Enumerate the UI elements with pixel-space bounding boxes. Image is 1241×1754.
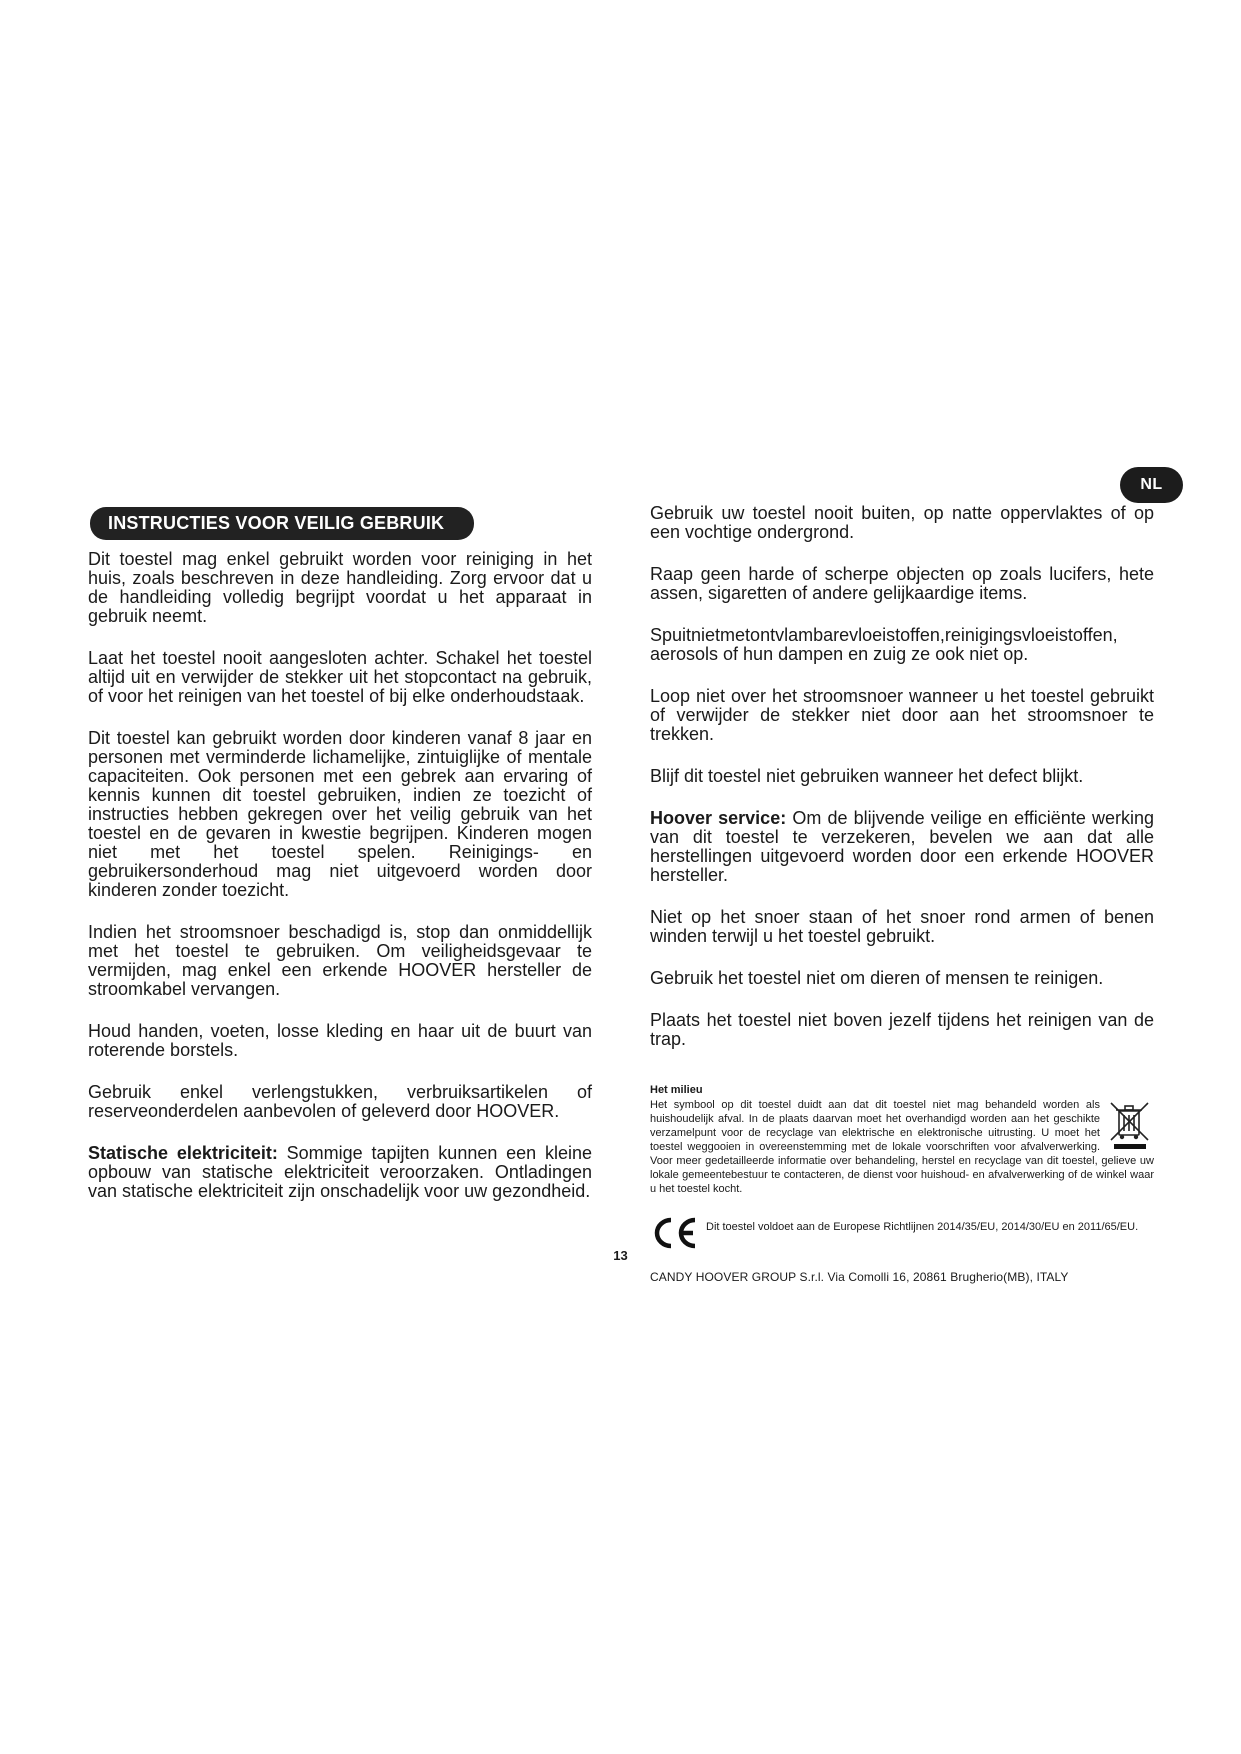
language-badge: NL: [1120, 467, 1183, 503]
static-electricity-label: Statische elektriciteit:: [88, 1143, 278, 1163]
section-title: INSTRUCTIES VOOR VEILIG GEBRUIK: [90, 507, 474, 540]
paragraph-unplug: Laat het toestel nooit aangesloten achter. Schakel het toestel altijd uit en verwijder de stekker uit het stopcontact na gebruik, of voor het reinigen van het toestel of bij elke onderhoudstaak.: [88, 648, 592, 706]
environment-section: [650, 1083, 1154, 1196]
ce-compliance-text: Dit toestel voldoet aan de Europese Richtlijnen 2014/35/EU, 2014/30/EU en 2011/65/EU.: [706, 1221, 1139, 1233]
paragraph-sharp-objects: Raap geen harde of scherpe objecten op zoals lucifers, hete assen, sigaretten of andere gelijkaardige items.: [650, 564, 1154, 603]
hoover-service-text: Om de blijvende veilige en efficiënte werking van dit toestel te verzekeren, bevelen we aan dat alle herstellingen uitgevoerd worden door een erkende HOOVER hersteller.: [650, 808, 1154, 885]
static-electricity-text: Sommige tapijten kunnen een kleine opbouw van statische elektriciteit veroorzaken. Ontladingen van statische elektriciteit zijn onschadelijk voor uw gezondheid.: [88, 1143, 592, 1201]
paragraph-animals: Gebruik het toestel niet om dieren of mensen te reinigen.: [650, 968, 1104, 988]
paragraph-power-cord: Loop niet over het stroomsnoer wanneer u het toestel gebruikt of verwijder de stekker niet door aan het stroomsnoer te trekken.: [650, 686, 1154, 744]
paragraph-hoover-service: [650, 809, 1154, 885]
ce-compliance: [650, 1216, 1154, 1250]
paragraph-accessories: Gebruik enkel verlengstukken, verbruiksartikelen of reserveonderdelen aanbevolen of geleverd door HOOVER.: [88, 1082, 592, 1121]
manufacturer-address: CANDY HOOVER GROUP S.r.l. Via Comolli 16, 20861 Brugherio(MB), ITALY: [650, 1270, 1069, 1284]
page-number: 13: [613, 1248, 628, 1263]
environment-title: Het milieu: [650, 1084, 703, 1096]
hoover-service-label: Hoover service:: [650, 808, 787, 828]
paragraph-outdoor: Gebruik uw toestel nooit buiten, op natte oppervlaktes of op een vochtige ondergrond.: [650, 503, 1154, 542]
paragraph-stairs: Plaats het toestel niet boven jezelf tijdens het reinigen van de trap.: [650, 1010, 1154, 1049]
paragraph-defect: Blijf dit toestel niet gebruiken wanneer het defect blijkt.: [650, 766, 1084, 786]
paragraph-cord-limbs: Niet op het snoer staan of het snoer rond armen of benen winden terwijl u het toestel gebruikt.: [650, 907, 1154, 946]
paragraph-static-electricity: [88, 1144, 592, 1201]
paragraph-children: Dit toestel kan gebruikt worden door kinderen vanaf 8 jaar en personen met verminderde lichamelijke, zintuiglijke of mentale capaciteiten. Ook personen met een gebrek aan ervaring of kennis kunnen dit toestel gebruiken, indien ze toezicht of instructies hebben gekregen over het veilig gebruik van het toestel en de gevaren in kwestie begrijpen. Kinderen mogen niet met het toestel spelen. Reinigings- en gebruikersonderhoud mag niet uitgevoerd worden door kinderen zonder toezicht.: [88, 728, 592, 900]
paragraph-damaged-cord: Indien het stroomsnoer beschadigd is, stop dan onmiddellijk met het toestel te gebruiken. Om veiligheidsgevaar te vermijden, mag enkel een erkende HOOVER hersteller de stroomkabel vervangen.: [88, 922, 592, 999]
environment-text: Het symbool op dit toestel duidt aan dat dit toestel niet mag behandeld worden als huishoudelijk afval. In de plaats daarvan moet het overhandigd worden aan het geschikte verzamelpunt voor de recyclage van elektrische en elektronische uitrusting. U moet het toestel weggooien in overeenstemming met de lokale voorschriften voor afvalverwerking. Voor meer gedetailleerde informatie over behandeling, herstel en recyclage van dit toestel, gelieve uw lokale gemeentebestuur te contacteren, de dienst voor huishoud- en afvalverwerking of de winkel waar u het toestel kocht.: [650, 1099, 1154, 1195]
crossed-bin-icon: [1106, 1098, 1154, 1150]
right-column: [650, 504, 1154, 1284]
paragraph-intended-use: Dit toestel mag enkel gebruikt worden voor reiniging in het huis, zoals beschreven in deze handleiding. Zorg ervoor dat u de handleiding volledig begrijpt voordat u het apparaat in gebruik neemt.: [88, 549, 592, 626]
paragraph-rotating-brushes: Houd handen, voeten, losse kleding en haar uit de buurt van roterende borstels.: [88, 1021, 592, 1060]
left-column: [88, 507, 592, 1224]
ce-mark-icon: [650, 1216, 700, 1250]
paragraph-flammable: Spuitnietmetontvlambarevloeistoffen,reinigingsvloeistoffen, aerosols of hun dampen en zuig ze ook niet op.: [650, 625, 1118, 664]
environment-body: [650, 1098, 1154, 1196]
